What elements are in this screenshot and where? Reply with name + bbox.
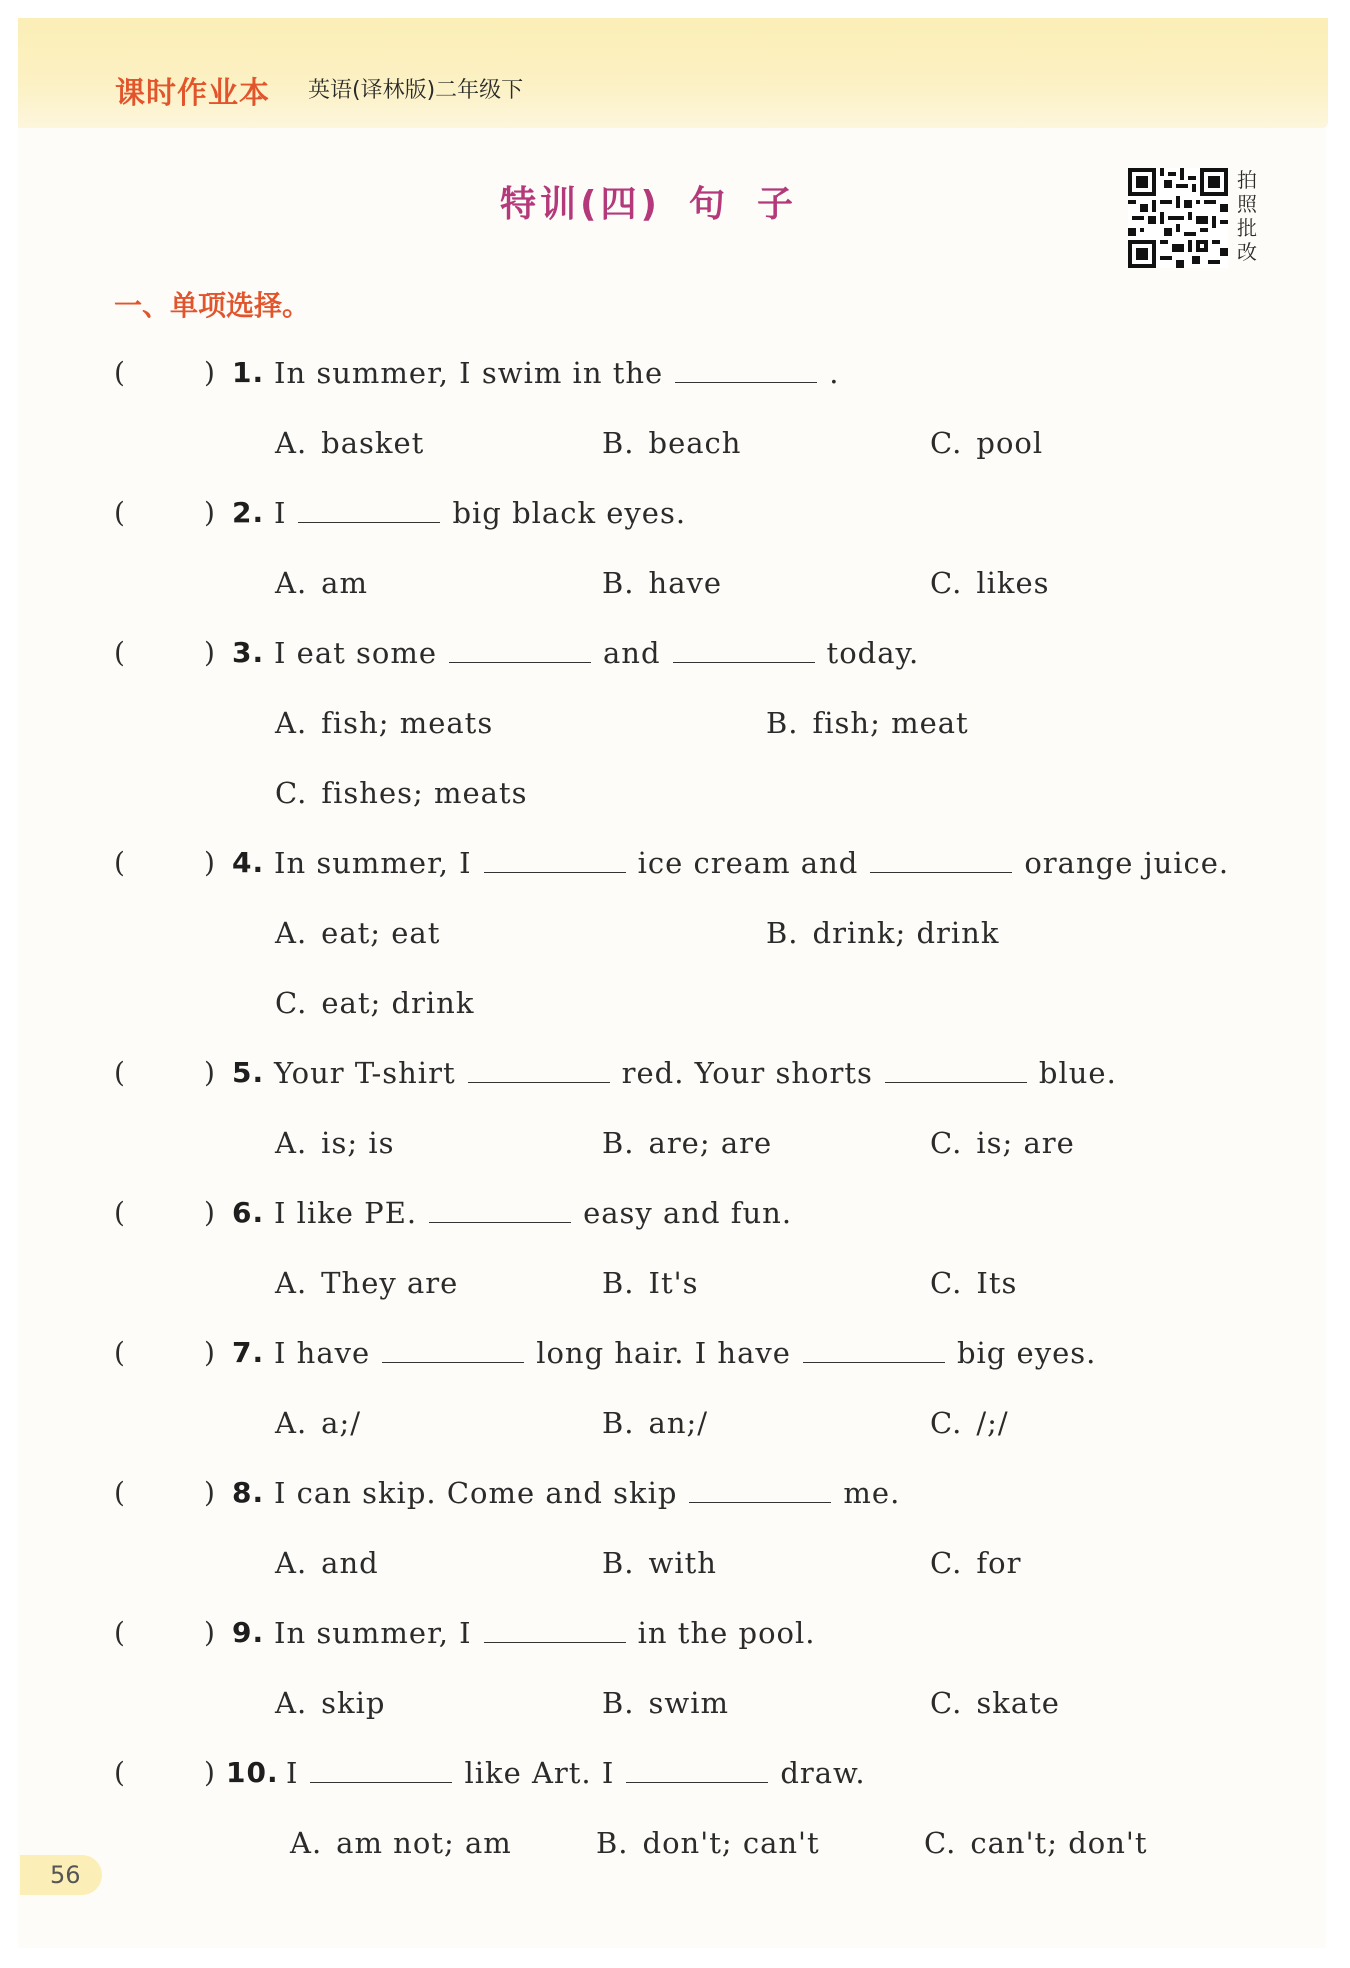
answer-paren-close: ) (204, 846, 216, 879)
question-number: 5. (232, 1056, 265, 1089)
option-text: skate (976, 1686, 1060, 1720)
option-c[interactable] (930, 1546, 1021, 1580)
answer-paren-open: ( (114, 1616, 126, 1649)
question-text-segment: easy and fun. (583, 1196, 793, 1230)
question-number: 2. (232, 496, 265, 529)
option-c[interactable] (275, 776, 527, 810)
question-text (274, 1056, 1117, 1090)
question-number: 7. (232, 1336, 265, 1369)
question-text (274, 1476, 900, 1510)
question-text-segment: In summer, I swim in the (274, 356, 664, 390)
answer-paren-open: ( (114, 496, 126, 529)
option-c[interactable] (930, 566, 1050, 600)
option-b[interactable] (596, 1826, 820, 1860)
option-letter: B. (602, 1266, 635, 1300)
title-part-1: 特训(四) (500, 184, 661, 225)
option-text: It's (648, 1266, 699, 1300)
option-text: swim (648, 1686, 730, 1720)
question-text (274, 636, 919, 670)
series-title: 课时作业本 (115, 76, 270, 111)
answer-paren-open: ( (114, 1756, 126, 1789)
option-c[interactable] (930, 1126, 1075, 1160)
question-text (274, 356, 839, 390)
option-a[interactable] (275, 1126, 394, 1160)
question-text-segment: I can skip. Come and skip (274, 1476, 678, 1510)
question-number: 4. (232, 846, 265, 879)
question-text-segment: orange juice. (1024, 846, 1230, 880)
option-letter: A. (275, 1546, 308, 1580)
question-text-segment: like Art. I (464, 1756, 615, 1790)
option-letter: C. (930, 1126, 963, 1160)
answer-paren-close: ) (204, 1476, 216, 1509)
question-text-segment: In summer, I (274, 1616, 472, 1650)
option-a[interactable] (275, 426, 424, 460)
option-b[interactable] (602, 1266, 699, 1300)
answer-blank[interactable] (626, 1756, 768, 1783)
question-text-segment: I (286, 1756, 299, 1790)
question-text-segment: blue. (1038, 1056, 1117, 1090)
option-text: pool (976, 426, 1044, 460)
option-text: /;/ (976, 1406, 1009, 1440)
option-text: basket (321, 426, 425, 460)
answer-blank[interactable] (675, 356, 817, 383)
question-text (274, 1196, 792, 1230)
option-a[interactable] (275, 566, 368, 600)
option-letter: B. (766, 706, 799, 740)
option-letter: C. (275, 986, 308, 1020)
option-letter: B. (602, 426, 635, 460)
option-c[interactable] (930, 426, 1043, 460)
option-letter: A. (275, 1266, 308, 1300)
question-number: 6. (232, 1196, 265, 1229)
question-text-segment: in the pool. (637, 1616, 816, 1650)
answer-paren-close: ) (204, 1756, 216, 1789)
option-letter: B. (602, 1546, 635, 1580)
option-letter: B. (766, 916, 799, 950)
answer-paren-open: ( (114, 1476, 126, 1509)
option-letter: C. (924, 1826, 957, 1860)
answer-paren-open: ( (114, 636, 126, 669)
option-text: for (976, 1546, 1022, 1580)
option-text: have (648, 566, 723, 600)
question-text-segment: long hair. I have (536, 1336, 791, 1370)
option-b[interactable] (602, 426, 741, 460)
answer-blank[interactable] (484, 846, 626, 873)
answer-blank[interactable] (484, 1616, 626, 1643)
question-text (274, 496, 686, 530)
answer-paren-open: ( (114, 356, 126, 389)
answer-blank[interactable] (310, 1756, 452, 1783)
question-text-segment: red. Your shorts (621, 1056, 873, 1090)
option-letter: A. (275, 706, 308, 740)
question-number: 10. (226, 1756, 279, 1789)
option-text: Its (976, 1266, 1018, 1300)
qr-label-char: 改 (1237, 240, 1257, 264)
option-letter: B. (602, 566, 635, 600)
qr-code-icon[interactable] (1128, 168, 1228, 268)
option-text: am (321, 566, 368, 600)
option-a[interactable] (275, 916, 440, 950)
option-a[interactable] (275, 706, 493, 740)
question-text (274, 846, 1229, 880)
answer-blank[interactable] (885, 1056, 1027, 1083)
option-text: eat; eat (321, 916, 441, 950)
answer-blank[interactable] (429, 1196, 571, 1223)
option-b[interactable] (602, 566, 722, 600)
option-text: fish; meat (812, 706, 969, 740)
page-title (500, 176, 797, 227)
question-text (274, 1336, 1096, 1370)
option-c[interactable] (930, 1686, 1060, 1720)
option-text: can't; don't (970, 1826, 1148, 1860)
option-b[interactable] (766, 706, 969, 740)
question-text-segment: ice cream and (637, 846, 859, 880)
option-c[interactable] (930, 1406, 1009, 1440)
option-b[interactable] (602, 1406, 708, 1440)
option-letter: C. (930, 1546, 963, 1580)
option-letter: C. (930, 1406, 963, 1440)
option-text: skip (321, 1686, 386, 1720)
question-text-segment: I have (274, 1336, 371, 1370)
option-text: eat; drink (321, 986, 475, 1020)
option-letter: A. (275, 566, 308, 600)
option-letter: A. (275, 1126, 308, 1160)
option-a[interactable] (275, 1266, 458, 1300)
option-letter: C. (930, 1266, 963, 1300)
section-title: 一、单项选择。 (114, 289, 311, 322)
option-text: likes (976, 566, 1050, 600)
option-b[interactable] (602, 1126, 772, 1160)
option-letter: B. (602, 1686, 635, 1720)
question-text-segment: I eat some (274, 636, 438, 670)
option-letter: C. (275, 776, 308, 810)
answer-paren-close: ) (204, 1616, 216, 1649)
answer-paren-open: ( (114, 846, 126, 879)
answer-blank[interactable] (468, 1056, 610, 1083)
option-text: and (321, 1546, 379, 1580)
option-b[interactable] (602, 1546, 717, 1580)
option-text: is; is (321, 1126, 395, 1160)
title-part-2: 句 (688, 184, 729, 225)
question-text-segment: . (829, 356, 840, 390)
option-text: fishes; meats (321, 776, 528, 810)
qr-label-char: 批 (1237, 216, 1257, 240)
answer-blank[interactable] (870, 846, 1012, 873)
question-number: 3. (232, 636, 265, 669)
question-text-segment: and (603, 636, 661, 670)
question-text-segment: I like PE. (274, 1196, 418, 1230)
qr-label-char: 拍 (1237, 168, 1257, 192)
option-c[interactable] (275, 986, 474, 1020)
answer-paren-close: ) (204, 636, 216, 669)
option-text: don't; can't (642, 1826, 820, 1860)
option-letter: C. (930, 1686, 963, 1720)
answer-paren-close: ) (204, 1196, 216, 1229)
option-a[interactable] (275, 1546, 379, 1580)
answer-blank[interactable] (382, 1336, 524, 1363)
option-b[interactable] (766, 916, 999, 950)
option-text: a;/ (321, 1406, 362, 1440)
answer-paren-close: ) (204, 496, 216, 529)
book-subtitle: 英语(译林版)二年级下 (308, 78, 524, 103)
option-text: am not; am (336, 1826, 512, 1860)
option-text: They are (321, 1266, 459, 1300)
question-text-segment: big black eyes. (452, 496, 687, 530)
option-text: drink; drink (812, 916, 1000, 950)
answer-paren-close: ) (204, 1336, 216, 1369)
question-text-segment: me. (843, 1476, 901, 1510)
option-letter: B. (596, 1826, 629, 1860)
page-number: 56 (20, 1855, 102, 1895)
answer-paren-close: ) (204, 356, 216, 389)
option-letter: B. (602, 1126, 635, 1160)
answer-paren-close: ) (204, 1056, 216, 1089)
option-text: beach (648, 426, 742, 460)
answer-paren-open: ( (114, 1336, 126, 1369)
option-a[interactable] (290, 1826, 512, 1860)
question-text-segment: draw. (780, 1756, 866, 1790)
answer-blank[interactable] (803, 1336, 945, 1363)
question-text-segment: Your T-shirt (274, 1056, 456, 1090)
option-letter: A. (275, 426, 308, 460)
option-letter: A. (290, 1826, 323, 1860)
question-number: 1. (232, 356, 265, 389)
answer-blank[interactable] (689, 1476, 831, 1503)
answer-blank[interactable] (298, 496, 440, 523)
option-text: is; are (976, 1126, 1075, 1160)
question-number: 9. (232, 1616, 265, 1649)
option-letter: C. (930, 426, 963, 460)
option-c[interactable] (924, 1826, 1148, 1860)
option-a[interactable] (275, 1406, 361, 1440)
question-text-segment: I (274, 496, 287, 530)
answer-paren-open: ( (114, 1056, 126, 1089)
option-letter: B. (602, 1406, 635, 1440)
option-letter: A. (275, 1686, 308, 1720)
option-text: fish; meats (321, 706, 494, 740)
qr-label (1234, 168, 1260, 264)
option-letter: C. (930, 566, 963, 600)
option-letter: A. (275, 1406, 308, 1440)
question-text-segment: In summer, I (274, 846, 472, 880)
option-a[interactable] (275, 1686, 385, 1720)
option-text: with (648, 1546, 717, 1580)
option-text: are; are (648, 1126, 773, 1160)
question-text (274, 1616, 816, 1650)
question-number: 8. (232, 1476, 265, 1509)
question-text (286, 1756, 866, 1790)
option-c[interactable] (930, 1266, 1017, 1300)
answer-blank[interactable] (449, 636, 591, 663)
question-text-segment: today. (826, 636, 920, 670)
answer-paren-open: ( (114, 1196, 126, 1229)
title-part-3: 子 (756, 184, 797, 225)
option-b[interactable] (602, 1686, 729, 1720)
question-text-segment: big eyes. (956, 1336, 1097, 1370)
answer-blank[interactable] (673, 636, 815, 663)
option-text: an;/ (648, 1406, 709, 1440)
option-letter: A. (275, 916, 308, 950)
qr-label-char: 照 (1237, 192, 1257, 216)
